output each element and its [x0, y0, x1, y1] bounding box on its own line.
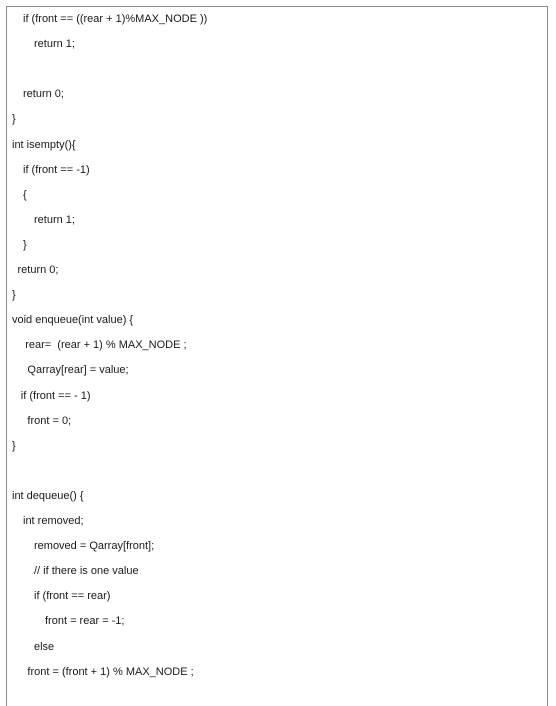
- code-line: }: [23, 238, 27, 251]
- code-line: return 1;: [34, 213, 75, 226]
- code-line: {: [23, 188, 27, 201]
- code-line: return 0;: [23, 88, 64, 101]
- code-line: return 1;: [34, 38, 75, 51]
- code-line: if (front == - 1): [20, 389, 91, 402]
- code-line: }: [12, 289, 16, 302]
- code-line: front = rear = -1;: [45, 615, 125, 628]
- code-line: else: [34, 640, 55, 653]
- code-line: int isempty(){: [12, 138, 76, 151]
- code-line: void enqueue(int value) {: [12, 314, 134, 327]
- code-line: if (front == -1): [23, 163, 90, 176]
- code-line: removed = Qarray[front];: [34, 540, 155, 553]
- document-page: [6, 6, 548, 706]
- code-line: }: [12, 113, 16, 126]
- code-line: int dequeue() {: [12, 489, 84, 502]
- code-line: return 0;: [17, 264, 59, 276]
- code-line: front = (front + 1) % MAX_NODE ;: [27, 665, 194, 678]
- code-line: Qarray[rear] = value;: [27, 364, 129, 377]
- code-line: }: [12, 439, 16, 452]
- code-line: rear= (rear + 1) % MAX_NODE ;: [25, 339, 187, 352]
- code-line: // if there is one value: [34, 565, 139, 578]
- code-line: if (front == rear): [34, 590, 111, 603]
- code-line: front = 0;: [27, 414, 72, 427]
- code-line: if (front == ((rear + 1)%MAX_NODE )): [23, 13, 208, 25]
- code-line: int removed;: [23, 515, 84, 527]
